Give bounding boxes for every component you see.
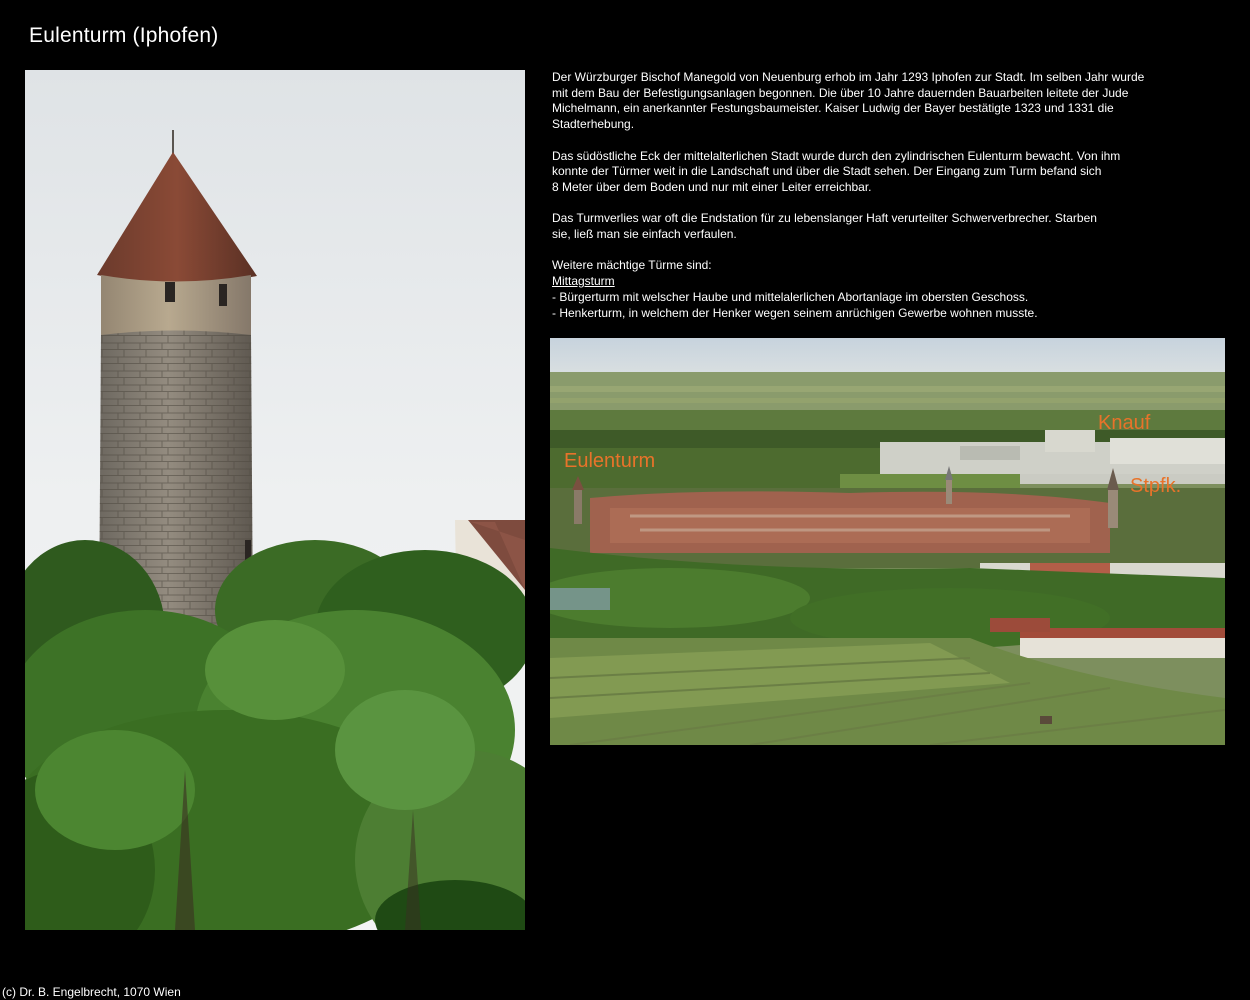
other-towers-intro: Weitere mächtige Türme sind: <box>552 258 712 273</box>
text-line: 8 Meter über dem Boden und nur mit einer Leiter erreichbar. <box>552 179 872 194</box>
paragraph-other-towers <box>552 258 1192 321</box>
page-title: Eulenturm (Iphofen) <box>29 24 219 47</box>
copyright-footer: (c) Dr. B. Engelbrecht, 1070 Wien <box>2 985 181 999</box>
description-text <box>552 70 1192 337</box>
text-line: Michelmann, ein anerkannter Festungsbaumeister. Kaiser Ludwig der Bayer bestätigte 1323 und 1331 die <box>552 101 1114 116</box>
text-line: Das Turmverlies war oft die Endstation für zu lebenslanger Haft verurteilter Schwerverbrecher. Starben <box>552 211 1097 226</box>
label-eulenturm: Eulenturm <box>564 450 656 472</box>
text-line: Der Würzburger Bischof Manegold von Neuenburg erhob im Jahr 1293 Iphofen zur Stadt. Im selben Jahr wurde <box>552 70 1145 84</box>
panorama-photo[interactable] <box>550 338 1225 745</box>
text-line: konnte der Türmer weit in die Landschaft und über die Stadt sehen. Der Eingang zum Turm befand sich <box>552 164 1102 179</box>
paragraph-history <box>552 70 1192 133</box>
paragraph-tower <box>552 149 1192 196</box>
text-line: Das südöstliche Eck der mittelalterlichen Stadt wurde durch den zylindrischen Eulenturm bewacht. Von ihm <box>552 148 1121 163</box>
paragraph-dungeon <box>552 211 1192 242</box>
tower-photo-drawing <box>25 70 525 930</box>
text-line: Stadterhebung. <box>552 117 635 132</box>
label-stpfk: Stpfk. <box>1130 475 1182 497</box>
tower-photo[interactable] <box>25 70 525 930</box>
list-item: - Bürgerturm mit welscher Haube und mittelalerlichen Abortanlage im obersten Geschoss. <box>552 289 1029 304</box>
text-line: mit dem Bau der Befestigungsanlagen begonnen. Die über 10 Jahre dauernden Bauarbeiten leitete der Jude <box>552 85 1129 100</box>
text-line: sie, ließ man sie einfach verfaulen. <box>552 227 737 241</box>
mittagsturm-link[interactable]: Mittagsturm <box>552 274 615 289</box>
label-knauf: Knauf <box>1098 412 1151 434</box>
list-item: - Henkerturm, in welchem der Henker wegen seinem anrüchigen Gewerbe wohnen musste. <box>552 305 1038 320</box>
panorama-photo-drawing <box>550 338 1225 745</box>
